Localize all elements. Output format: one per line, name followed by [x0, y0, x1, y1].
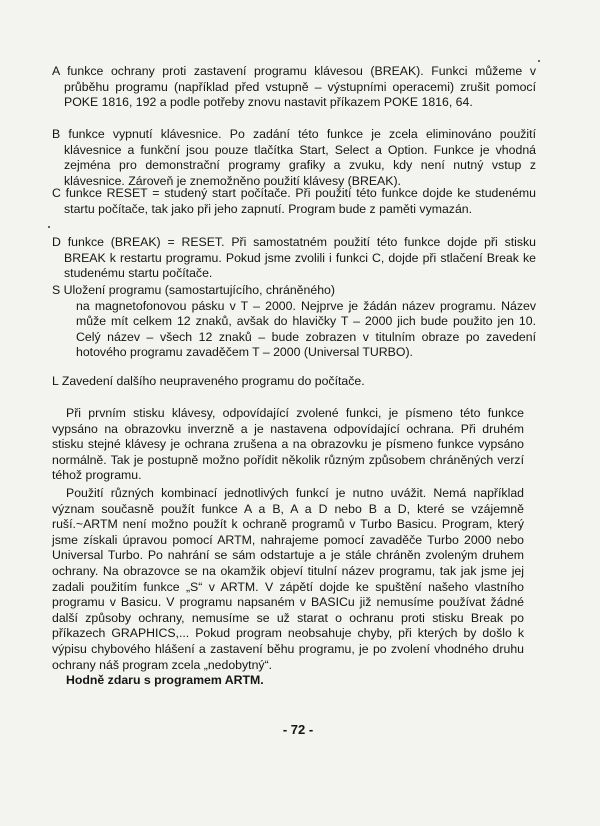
item-text: funkce RESET = studený start počítače. Při použití této funkce dojde ke studenému startu počítače, tak jako při jeho zapnutí. Program bude z paměti vymazán.	[64, 186, 536, 216]
item-letter: S	[52, 283, 61, 297]
scan-speck	[48, 226, 50, 228]
list-item-b	[52, 127, 536, 189]
paragraph-combinations: Použití různých kombinací jednotlivých funkcí je nutno uvážit. Nemá například význam současně použít funkce A a B, A a D nebo B a D, které se vzájemně ruší.~ARTM není možno použít k ochraně programů v Turbo Basicu. Program, který jsme získali úpravou pomocí ARTM, nahrajeme pomocí zavaděče Turbo 2000 nebo Universal Turbo. Po nahrání se sám odstartuje a je stále chráněn zvoleným druhem ochrany. Na obrazovce se na okamžik objeví titulní název programu, tak jak jsme jej zadali použitím funkce „S“ v ARTM. V zápětí dojde ke spuštění našeho vlastního programu v Basicu. V programu napsaném v BASICu již nemusíme používat žádné další způsoby ochrany, nemusíme se už starat o ochranu proti stisku Break po příkazech GRAPHICS,... Pokud program neobsahuje chyby, při kterých by došlo k výpisu chybového hlášení a zastavení běhu programu, je po zvolení vhodného druhu ochrany náš program zcela „nedobytný“.	[52, 486, 524, 672]
item-text: Zavedení dalšího neupraveného programu do počítače.	[61, 374, 365, 388]
item-letter: B	[52, 127, 61, 141]
scan-speck	[538, 60, 540, 62]
list-item-s	[52, 283, 536, 361]
item-letter: D	[52, 235, 61, 249]
item-text: funkce ochrany proti zastavení programu klávesou (BREAK). Funkci můžeme v průběhu programu (například před vstupně – výstupními operacemi) zrušit pomocí POKE 1816, 192 a podle potřeby znovu nastavit příkazem POKE 1816, 64.	[64, 64, 536, 110]
list-item-c	[52, 186, 536, 217]
list-item-d	[52, 235, 536, 282]
closing-line: Hodně zdaru s programem ARTM.	[66, 673, 264, 687]
list-item-l	[52, 374, 536, 390]
item-letter: A	[52, 64, 60, 78]
item-text: Uložení programu (samostartujícího, chráněného)	[63, 283, 335, 297]
list-item-a	[52, 64, 536, 111]
paragraph-usage: Při prvním stisku klávesy, odpovídající zvolené funkci, je písmeno této funkce vypsáno na obrazovku inverzně a je nastavena odpovídající ochrana. Při druhém stisku stejné klávesy je ochrana zrušena a na obrazovku je písmeno funkce vypsáno normálně. Tak je postupně možno pořídit několik různým způsobem chráněných verzí téhož programu.	[52, 406, 524, 483]
item-letter: L	[52, 374, 59, 388]
item-text-continued: na magnetofonovou pásku v T – 2000. Nejprve je žádán název programu. Název může mít celkem 12 znaků, avšak do hlavičky T – 2000 jich bude použito jen 10. Celý název – všech 12 znaků – bude zobrazen v titulním obraze po zavedení hotového programu zavaděčem T – 2000 (Universal TURBO).	[76, 298, 536, 360]
item-letter: C	[52, 186, 61, 200]
item-text: funkce vypnutí klávesnice. Po zadání této funkce je zcela eliminováno použití klávesnice a funkční jsou pouze tlačítka Start, Select a Option. Funkce je vhodná zejména pro demonstrační programy grafiky a zvuku, kdy není nutný vstup z klávesnice. Zároveň je znemožněno použití klávesy (BREAK).	[64, 127, 536, 188]
item-text: funkce (BREAK) = RESET. Při samostatném použití této funkce dojde při stisku BREAK k restartu programu. Pokud jsme zvolili i funkci C, dojde při stlačení Break ke studenému startu počítače.	[64, 235, 537, 281]
page-number: - 72 -	[282, 722, 314, 737]
